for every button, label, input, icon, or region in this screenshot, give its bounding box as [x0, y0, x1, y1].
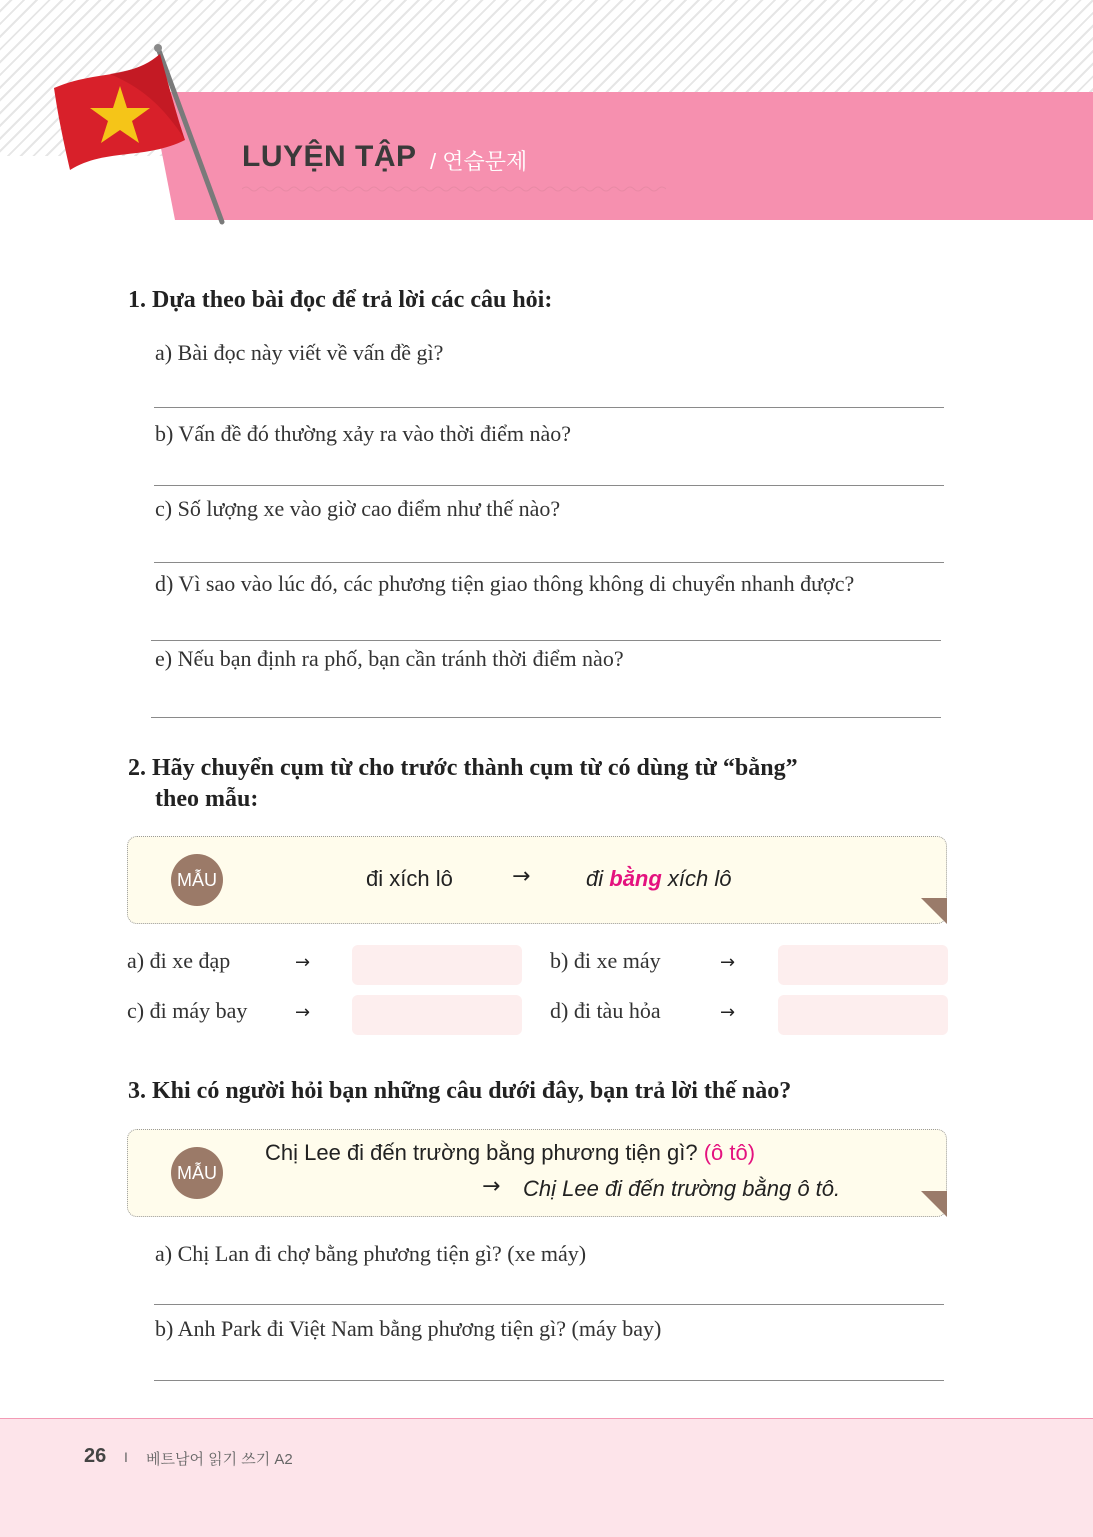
section2-title-line1: 2. Hãy chuyển cụm từ cho trước thành cụm từ có dùng từ “bằng”: [128, 755, 798, 781]
answer-box-2b[interactable]: [778, 945, 948, 985]
page-fold-corner: [921, 1191, 947, 1217]
page-fold-corner: [921, 898, 947, 924]
question-1e: e) Nếu bạn định ra phố, bạn cần tránh thời điểm nào?: [155, 646, 624, 671]
answer-line-1a[interactable]: [154, 407, 944, 408]
page-number: 26: [84, 1445, 107, 1467]
page-footer: [0, 1418, 1093, 1537]
example-result: đi bằng xích lô: [586, 866, 732, 891]
footer-separator: I: [124, 1449, 128, 1465]
question-1d: d) Vì sao vào lúc đó, các phương tiện giao thông không di chuyển nhanh được?: [155, 571, 855, 596]
question-1b: b) Vấn đề đó thường xảy ra vào thời điểm nào?: [155, 421, 572, 446]
answer-line-1e[interactable]: [151, 717, 941, 718]
question-1a: a) Bài đọc này viết về vấn đề gì?: [155, 340, 444, 365]
section1-title: 1. Dựa theo bài đọc để trả lời các câu hỏi:: [128, 287, 553, 313]
arrow-icon: →: [295, 952, 311, 973]
arrow-icon: →: [720, 1002, 736, 1023]
answer-line-3a[interactable]: [154, 1304, 944, 1305]
highlight-word: bằng: [609, 866, 662, 891]
example-hint: (ô tô): [703, 1140, 756, 1165]
answer-line-1b[interactable]: [154, 485, 944, 486]
example-answer: Chị Lee đi đến trường bằng ô tô.: [523, 1176, 841, 1201]
item-2c-label: c) đi máy bay: [127, 998, 248, 1023]
arrow-icon: →: [295, 1002, 311, 1023]
answer-box-2a[interactable]: [352, 945, 522, 985]
question-1c: c) Số lượng xe vào giờ cao điểm như thế nào?: [155, 496, 561, 521]
page-subtitle: / 연습문제: [430, 149, 528, 174]
section3-title: 3. Khi có người hỏi bạn những câu dưới đây, bạn trả lời thế nào?: [128, 1078, 792, 1104]
item-2a-label: a) đi xe đạp: [127, 948, 231, 973]
answer-line-3b[interactable]: [154, 1380, 944, 1381]
example-source: đi xích lô: [366, 866, 453, 891]
vietnam-flag-icon: [40, 40, 240, 230]
item-2b-label: b) đi xe máy: [550, 948, 661, 973]
answer-line-1c[interactable]: [154, 562, 944, 563]
example-badge: MẪU: [171, 854, 223, 906]
answer-box-2d[interactable]: [778, 995, 948, 1035]
title-wavy-underline: [242, 184, 666, 194]
arrow-icon: →: [482, 1174, 501, 1199]
arrow-icon: →: [720, 952, 736, 973]
example-question: Chị Lee đi đến trường bằng phương tiện gì? (ô tô): [265, 1140, 756, 1165]
question-3a: a) Chị Lan đi chợ bằng phương tiện gì? (xe máy): [155, 1241, 587, 1266]
question-3b: b) Anh Park đi Việt Nam bằng phương tiện gì? (máy bay): [155, 1316, 662, 1341]
answer-box-2c[interactable]: [352, 995, 522, 1035]
answer-line-1d[interactable]: [151, 640, 941, 641]
example-badge: MẪU: [171, 1147, 223, 1199]
book-title: 베트남어 읽기 쓰기 A2: [146, 1451, 293, 1468]
item-2d-label: d) đi tàu hỏa: [550, 998, 661, 1023]
page-title: LUYỆN TẬP: [242, 140, 417, 173]
section2-title-line2: theo mẫu:: [155, 786, 259, 812]
example-box-2: [127, 836, 947, 924]
arrow-icon: →: [512, 864, 531, 889]
